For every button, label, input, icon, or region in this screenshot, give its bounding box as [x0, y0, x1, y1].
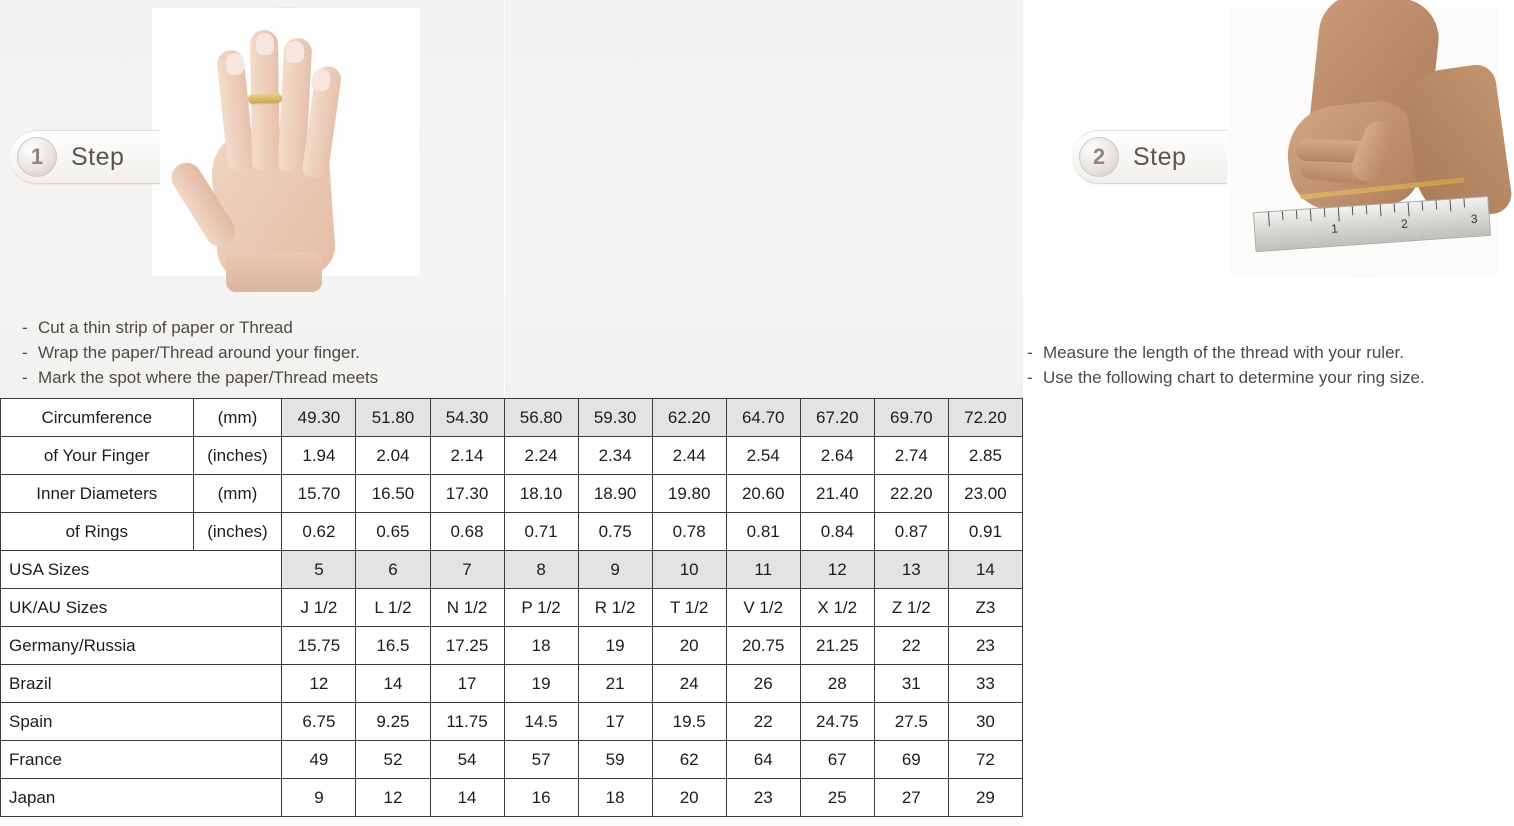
ruler [1253, 196, 1491, 252]
row-label-japan: Japan [1, 779, 282, 817]
dash-bullet-icon: - [1027, 343, 1033, 362]
cell: 69 [874, 741, 948, 779]
cell: 72 [948, 741, 1022, 779]
cell: L 1/2 [356, 589, 430, 627]
cell: 11.75 [430, 703, 504, 741]
cell: 22 [874, 627, 948, 665]
cell: J 1/2 [282, 589, 356, 627]
table-row [1, 627, 1023, 665]
cell: 7 [430, 551, 504, 589]
cell: 14.5 [504, 703, 578, 741]
instruction-line [22, 340, 378, 365]
hand-illustration [152, 8, 420, 276]
cell: 57 [504, 741, 578, 779]
cell: 0.65 [356, 513, 430, 551]
row-label-spain: Spain [1, 703, 282, 741]
cell: T 1/2 [652, 589, 726, 627]
cell: 14 [356, 665, 430, 703]
cell: 25 [800, 779, 874, 817]
cell: 49 [282, 741, 356, 779]
wrist [226, 252, 322, 292]
step-1-instructions [22, 315, 378, 390]
cell: 14 [430, 779, 504, 817]
table-row [1, 399, 1023, 437]
hand-with-ruler-illustration [1230, 8, 1498, 276]
cell: 0.87 [874, 513, 948, 551]
cell: 19.80 [652, 475, 726, 513]
cell: 29 [948, 779, 1022, 817]
step-1-label: Step [71, 142, 125, 171]
cell: 2.85 [948, 437, 1022, 475]
cell: 18 [578, 779, 652, 817]
cell: 67.20 [800, 399, 874, 437]
cell: 31 [874, 665, 948, 703]
table-row [1, 779, 1023, 817]
cell: 12 [356, 779, 430, 817]
cell: 24 [652, 665, 726, 703]
cell: 18.90 [578, 475, 652, 513]
cell: 15.75 [282, 627, 356, 665]
row-label-brazil: Brazil [1, 665, 282, 703]
instruction-text: Wrap the paper/Thread around your finger. [38, 343, 360, 362]
cell: 6.75 [282, 703, 356, 741]
cell: 14 [948, 551, 1022, 589]
cell: 23 [948, 627, 1022, 665]
cell: 12 [800, 551, 874, 589]
cell: 69.70 [874, 399, 948, 437]
cell: N 1/2 [430, 589, 504, 627]
instruction-line [22, 315, 378, 340]
instruction-line [22, 365, 378, 390]
cell: 2.34 [578, 437, 652, 475]
cell: 59 [578, 741, 652, 779]
table-row [1, 513, 1023, 551]
step-2-instructions [1027, 340, 1425, 390]
cell: 0.71 [504, 513, 578, 551]
table-row [1, 475, 1023, 513]
cell: 23 [726, 779, 800, 817]
cell: 10 [652, 551, 726, 589]
dash-bullet-icon: - [22, 368, 28, 387]
instruction-line [1027, 365, 1425, 390]
row-label-circumference-2: of Your Finger [1, 437, 194, 475]
cell: 62 [652, 741, 726, 779]
cell: 17.25 [430, 627, 504, 665]
cell: 49.30 [282, 399, 356, 437]
row-label-usa: USA Sizes [1, 551, 282, 589]
cell: 33 [948, 665, 1022, 703]
cell: 26 [726, 665, 800, 703]
cell: 20 [652, 627, 726, 665]
step-panel-2 [512, 0, 1479, 398]
cell: 0.84 [800, 513, 874, 551]
cell: 18 [504, 627, 578, 665]
cell: 0.62 [282, 513, 356, 551]
step-1-badge [10, 130, 160, 184]
cell: 8 [504, 551, 578, 589]
cell: 2.44 [652, 437, 726, 475]
cell: 64 [726, 741, 800, 779]
cell: 17 [578, 703, 652, 741]
table-row [1, 703, 1023, 741]
cell: 9.25 [356, 703, 430, 741]
cell: 17 [430, 665, 504, 703]
cell: 2.74 [874, 437, 948, 475]
cell: 17.30 [430, 475, 504, 513]
cell: 1.94 [282, 437, 356, 475]
row-label-germany-russia: Germany/Russia [1, 627, 282, 665]
cell: 0.78 [652, 513, 726, 551]
cell: 19 [578, 627, 652, 665]
cell: 21.25 [800, 627, 874, 665]
cell: 54 [430, 741, 504, 779]
cell: 27.5 [874, 703, 948, 741]
cell: 0.68 [430, 513, 504, 551]
cell: 5 [282, 551, 356, 589]
instruction-text: Use the following chart to determine your ring size. [1043, 368, 1425, 387]
dash-bullet-icon: - [1027, 368, 1033, 387]
cell: 2.54 [726, 437, 800, 475]
cell: 21 [578, 665, 652, 703]
nail-2 [256, 33, 274, 55]
row-label-uk-au: UK/AU Sizes [1, 589, 282, 627]
cell: 15.70 [282, 475, 356, 513]
nail-1 [225, 52, 245, 76]
cell: 19 [504, 665, 578, 703]
cell: 0.91 [948, 513, 1022, 551]
row-label-france: France [1, 741, 282, 779]
cell: 51.80 [356, 399, 430, 437]
cell: X 1/2 [800, 589, 874, 627]
cell: 13 [874, 551, 948, 589]
ruler-mark: 2 [1400, 216, 1409, 231]
cell: 9 [578, 551, 652, 589]
step-2-label: Step [1133, 142, 1187, 171]
step-1-photo [152, 8, 420, 276]
row-label-inner-diameter: Inner Diameters [1, 475, 194, 513]
cell: V 1/2 [726, 589, 800, 627]
ruler-mark: 3 [1470, 211, 1479, 227]
size-chart-container [0, 398, 1023, 817]
table-row [1, 589, 1023, 627]
instruction-line [1027, 340, 1425, 365]
ring-on-finger [248, 93, 282, 103]
unit-inches: (inches) [193, 437, 282, 475]
cell: 2.04 [356, 437, 430, 475]
row-label-circumference: Circumference [1, 399, 194, 437]
cell: 2.24 [504, 437, 578, 475]
cell: 30 [948, 703, 1022, 741]
cell: 27 [874, 779, 948, 817]
cell: 24.75 [800, 703, 874, 741]
cell: 16.50 [356, 475, 430, 513]
cell: 16.5 [356, 627, 430, 665]
cell: 62.20 [652, 399, 726, 437]
row-label-inner-diameter-2: of Rings [1, 513, 194, 551]
cell: 12 [282, 665, 356, 703]
cell: 20.60 [726, 475, 800, 513]
step-2-photo [1230, 8, 1498, 276]
cell: 22 [726, 703, 800, 741]
instruction-text: Mark the spot where the paper/Thread meets [38, 368, 379, 387]
step-2-badge [1072, 130, 1227, 184]
table-row [1, 665, 1023, 703]
cell: 16 [504, 779, 578, 817]
nail-3 [285, 41, 304, 64]
ring-size-table [0, 398, 1023, 817]
cell: 59.30 [578, 399, 652, 437]
instruction-text: Cut a thin strip of paper or Thread [38, 318, 293, 337]
cell: 18.10 [504, 475, 578, 513]
cell: 20 [652, 779, 726, 817]
cell: 6 [356, 551, 430, 589]
cell: 72.20 [948, 399, 1022, 437]
step-panel-1 [0, 0, 511, 398]
unit-mm: (mm) [193, 475, 282, 513]
cell: 52 [356, 741, 430, 779]
step-1-number: 1 [17, 137, 57, 177]
cell: 64.70 [726, 399, 800, 437]
cell: 0.81 [726, 513, 800, 551]
instruction-text: Measure the length of the thread with your ruler. [1043, 343, 1404, 362]
dash-bullet-icon: - [22, 343, 28, 362]
table-row [1, 741, 1023, 779]
cell: 67 [800, 741, 874, 779]
cell: 28 [800, 665, 874, 703]
ruler-mark: 1 [1330, 221, 1339, 236]
cell: Z 1/2 [874, 589, 948, 627]
dash-bullet-icon: - [22, 318, 28, 337]
table-row [1, 437, 1023, 475]
cell: 56.80 [504, 399, 578, 437]
cell: Z3 [948, 589, 1022, 627]
table-row [1, 551, 1023, 589]
cell: 2.64 [800, 437, 874, 475]
cell: 2.14 [430, 437, 504, 475]
cell: 54.30 [430, 399, 504, 437]
cell: 23.00 [948, 475, 1022, 513]
unit-mm: (mm) [193, 399, 282, 437]
cell: 21.40 [800, 475, 874, 513]
cell: 11 [726, 551, 800, 589]
cell: 20.75 [726, 627, 800, 665]
cell: R 1/2 [578, 589, 652, 627]
unit-inches: (inches) [193, 513, 282, 551]
cell: 19.5 [652, 703, 726, 741]
cell: 22.20 [874, 475, 948, 513]
cell: 0.75 [578, 513, 652, 551]
step-2-number: 2 [1079, 137, 1119, 177]
steps-section [0, 0, 1479, 398]
cell: P 1/2 [504, 589, 578, 627]
cell: 9 [282, 779, 356, 817]
